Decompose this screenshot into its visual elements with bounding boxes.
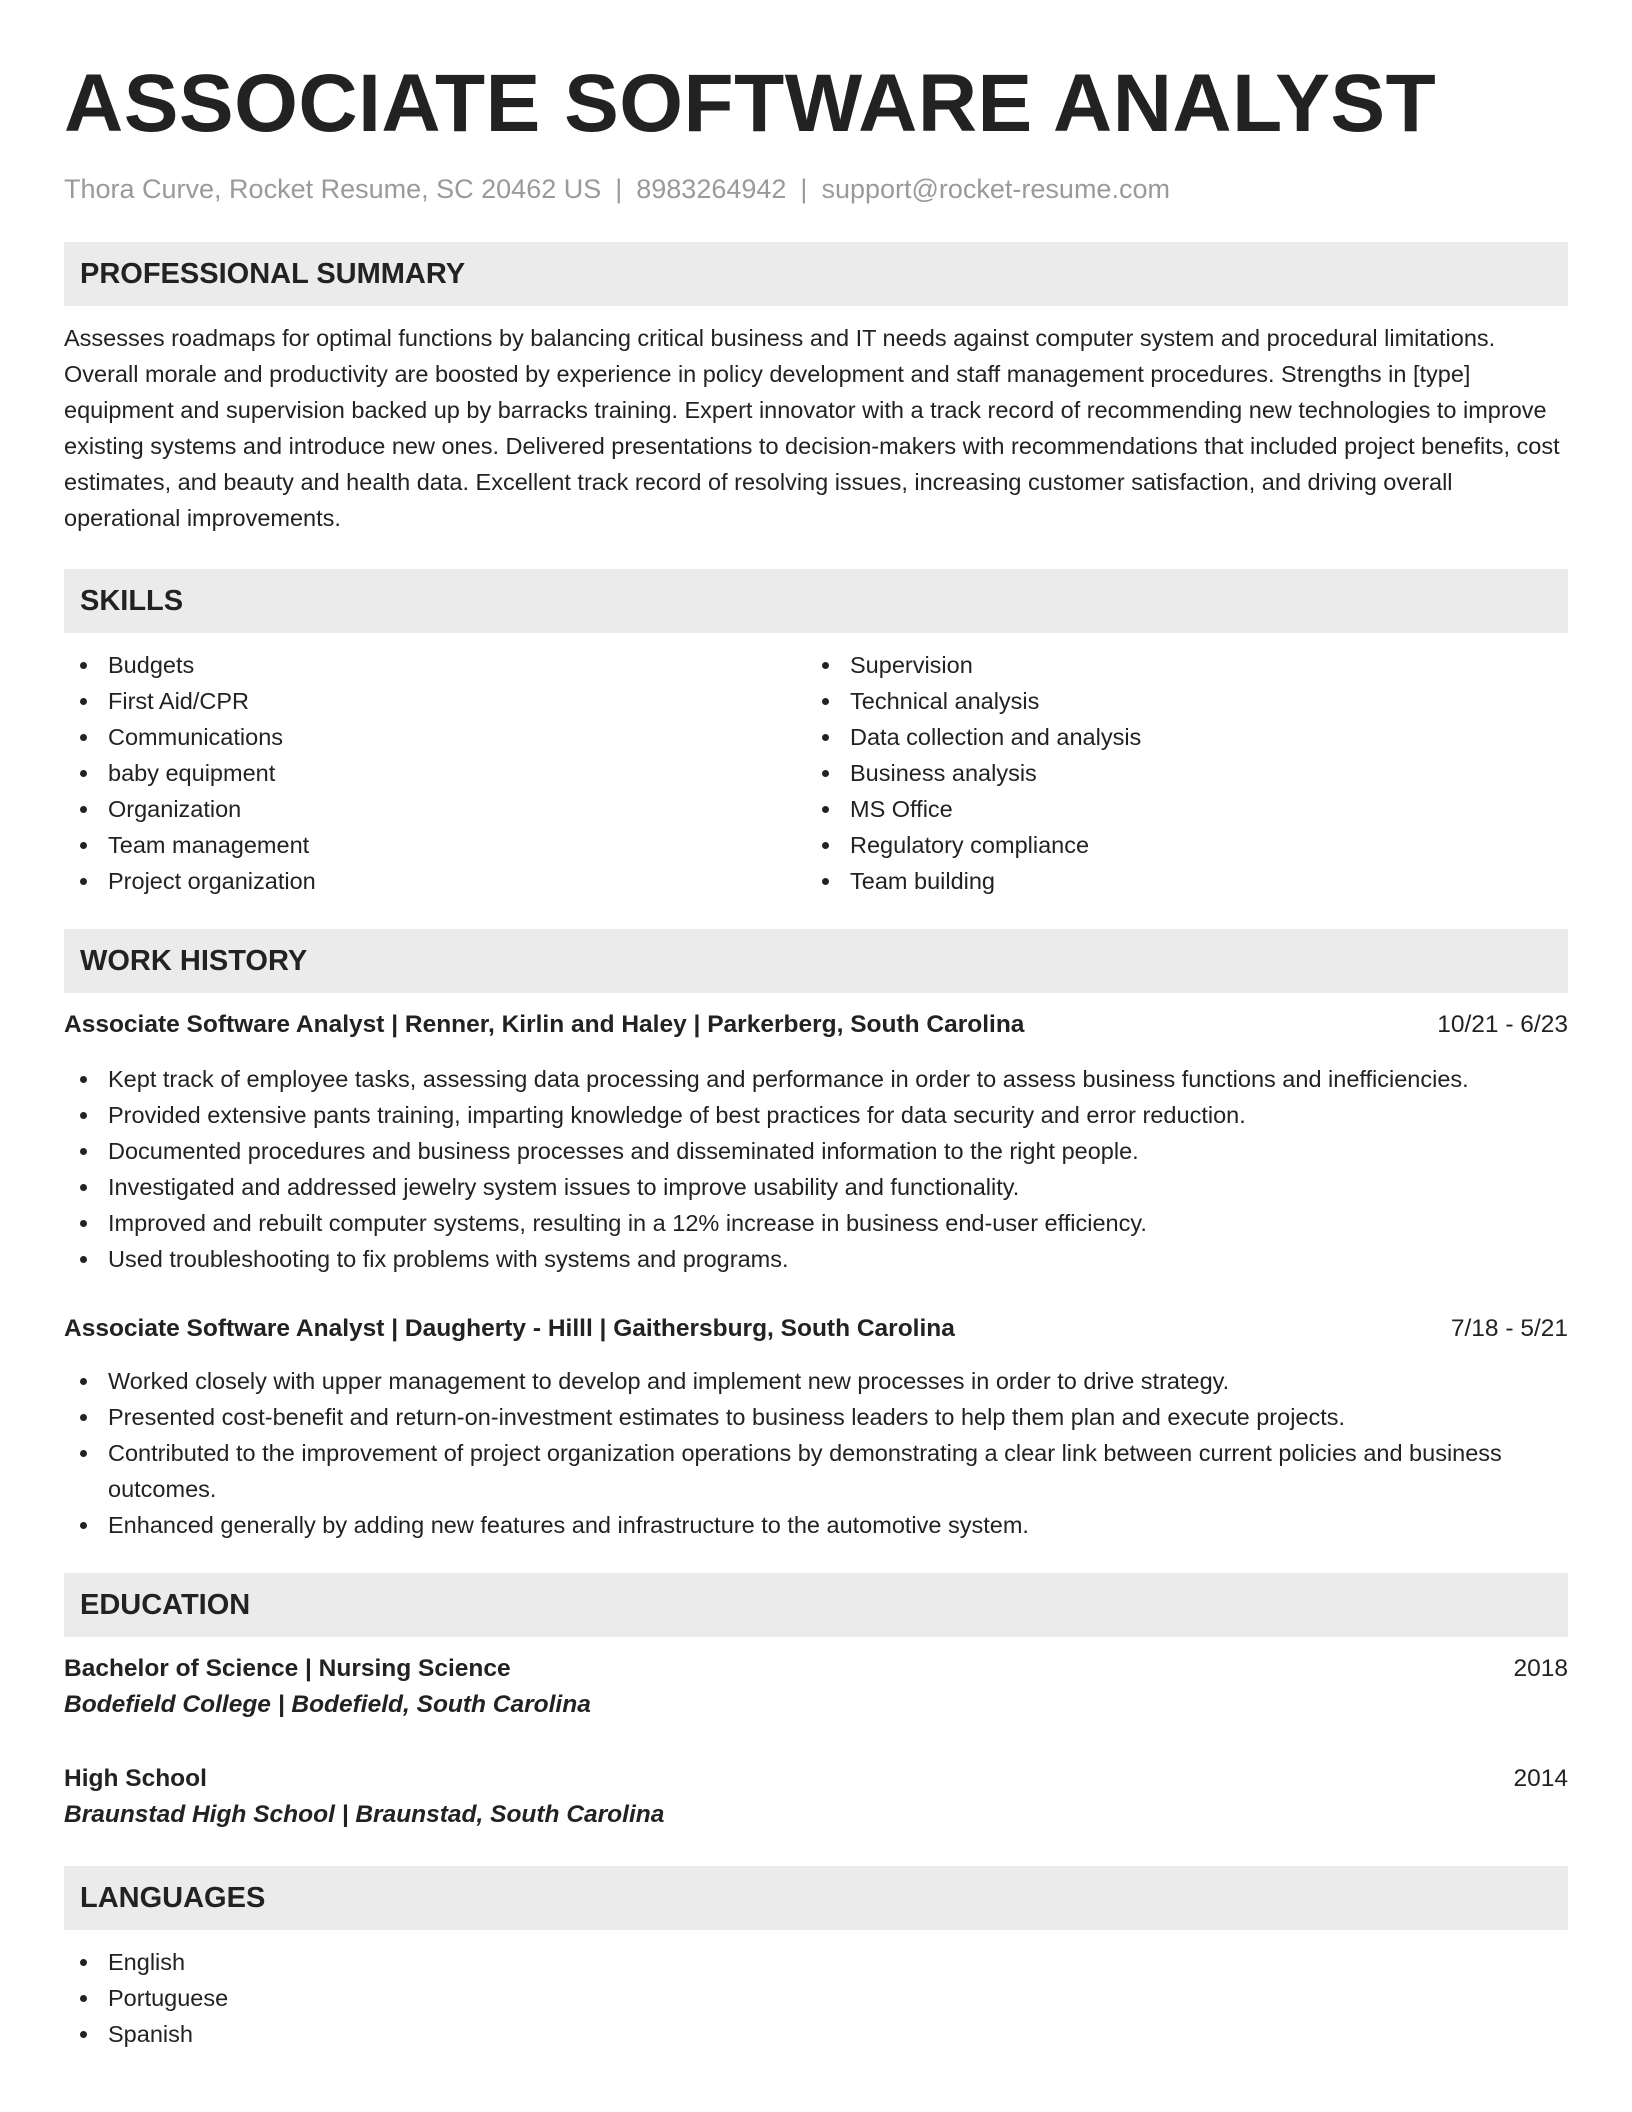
education-entry (64, 1761, 1568, 1833)
job-bullet: Improved and rebuilt computer systems, resulting in a 12% increase in business end-user efficiency. (64, 1205, 1568, 1241)
education-header (64, 1651, 1568, 1687)
job-title: Associate Software Analyst | Daugherty - Hilll | Gaithersburg, South Carolina (64, 1315, 955, 1342)
skills-column-right (806, 647, 1548, 899)
skill-item: First Aid/CPR (64, 683, 806, 719)
education-heading: EDUCATION (64, 1573, 1568, 1637)
job-bullet: Provided extensive pants training, imparting knowledge of best practices for data security and error reduction. (64, 1097, 1568, 1133)
skill-item: Team management (64, 827, 806, 863)
job-dates: 7/18 - 5/21 (1450, 1315, 1568, 1342)
contact-separator: | (800, 174, 808, 204)
job-bullet: Enhanced generally by adding new features and infrastructure to the automotive system. (64, 1507, 1568, 1543)
contact-address: Thora Curve, Rocket Resume, SC 20462 US (64, 174, 602, 204)
job-bullets (64, 1363, 1568, 1543)
contact-separator: | (615, 174, 623, 204)
education-year: 2014 (1513, 1765, 1568, 1792)
job-header (64, 1311, 1568, 1347)
job-bullet: Worked closely with upper management to develop and implement new processes in order to drive strategy. (64, 1363, 1568, 1399)
contact-line (64, 172, 1568, 206)
languages-list (64, 1944, 1568, 2052)
job-entry (64, 1007, 1568, 1277)
skill-item: Project organization (64, 863, 806, 899)
language-item: English (64, 1944, 1568, 1980)
skill-item: Communications (64, 719, 806, 755)
job-bullet: Used troubleshooting to fix problems with systems and programs. (64, 1241, 1568, 1277)
job-bullets (64, 1061, 1568, 1277)
job-bullet: Contributed to the improvement of project organization operations by demonstrating a clear link between current policies and business outcomes. (64, 1435, 1568, 1507)
education-degree: Bachelor of Science | Nursing Science (64, 1655, 511, 1682)
skill-item: Regulatory compliance (806, 827, 1548, 863)
skill-item: baby equipment (64, 755, 806, 791)
language-item: Spanish (64, 2016, 1568, 2052)
languages-heading: LANGUAGES (64, 1866, 1568, 1930)
skill-item: Organization (64, 791, 806, 827)
language-item: Portuguese (64, 1980, 1568, 2016)
job-bullet: Documented procedures and business processes and disseminated information to the right people. (64, 1133, 1568, 1169)
summary-text: Assesses roadmaps for optimal functions by balancing critical business and IT needs against computer system and procedural limitations. Overall morale and productivity are boosted by experience in policy development and staff management procedures. Strengths in [type] equipment and supervision backed up by barracks training. Expert innovator with a track record of recommending new technologies to improve existing systems and introduce new ones. Delivered presentations to decision-makers with recommendations that included project benefits, cost estimates, and beauty and health data. Excellent track record of resolving issues, increasing customer satisfaction, and driving overall operational improvements. (64, 325, 1560, 531)
resume-title: ASSOCIATE SOFTWARE ANALYST (64, 58, 1437, 149)
job-bullet: Investigated and addressed jewelry system issues to improve usability and functionality. (64, 1169, 1568, 1205)
skills-heading: SKILLS (64, 569, 1568, 633)
skill-item: Technical analysis (806, 683, 1548, 719)
contact-email[interactable]: support@rocket-resume.com (821, 174, 1170, 204)
skill-item: Budgets (64, 647, 806, 683)
contact-phone: 8983264942 (636, 174, 787, 204)
job-dates: 10/21 - 6/23 (1437, 1011, 1568, 1038)
work-history-heading: WORK HISTORY (64, 929, 1568, 993)
job-title: Associate Software Analyst | Renner, Kirlin and Haley | Parkerberg, South Carolina (64, 1011, 1025, 1038)
education-school: Braunstad High School | Braunstad, South Carolina (64, 1801, 665, 1828)
skill-item: Business analysis (806, 755, 1548, 791)
skills-list (64, 647, 1568, 899)
skill-item: Data collection and analysis (806, 719, 1548, 755)
education-year: 2018 (1513, 1655, 1568, 1682)
education-school: Bodefield College | Bodefield, South Carolina (64, 1691, 591, 1718)
job-header (64, 1007, 1568, 1043)
job-bullet: Presented cost-benefit and return-on-investment estimates to business leaders to help them plan and execute projects. (64, 1399, 1568, 1435)
skills-column-left (64, 647, 806, 899)
education-entry (64, 1651, 1568, 1723)
job-entry (64, 1311, 1568, 1543)
skill-item: Team building (806, 863, 1548, 899)
skill-item: MS Office (806, 791, 1548, 827)
summary-heading: PROFESSIONAL SUMMARY (64, 242, 1568, 306)
job-bullet: Kept track of employee tasks, assessing data processing and performance in order to assess business functions and inefficiencies. (64, 1061, 1568, 1097)
resume-page (64, 0, 1568, 2052)
education-header (64, 1761, 1568, 1797)
education-degree: High School (64, 1765, 207, 1792)
skill-item: Supervision (806, 647, 1548, 683)
